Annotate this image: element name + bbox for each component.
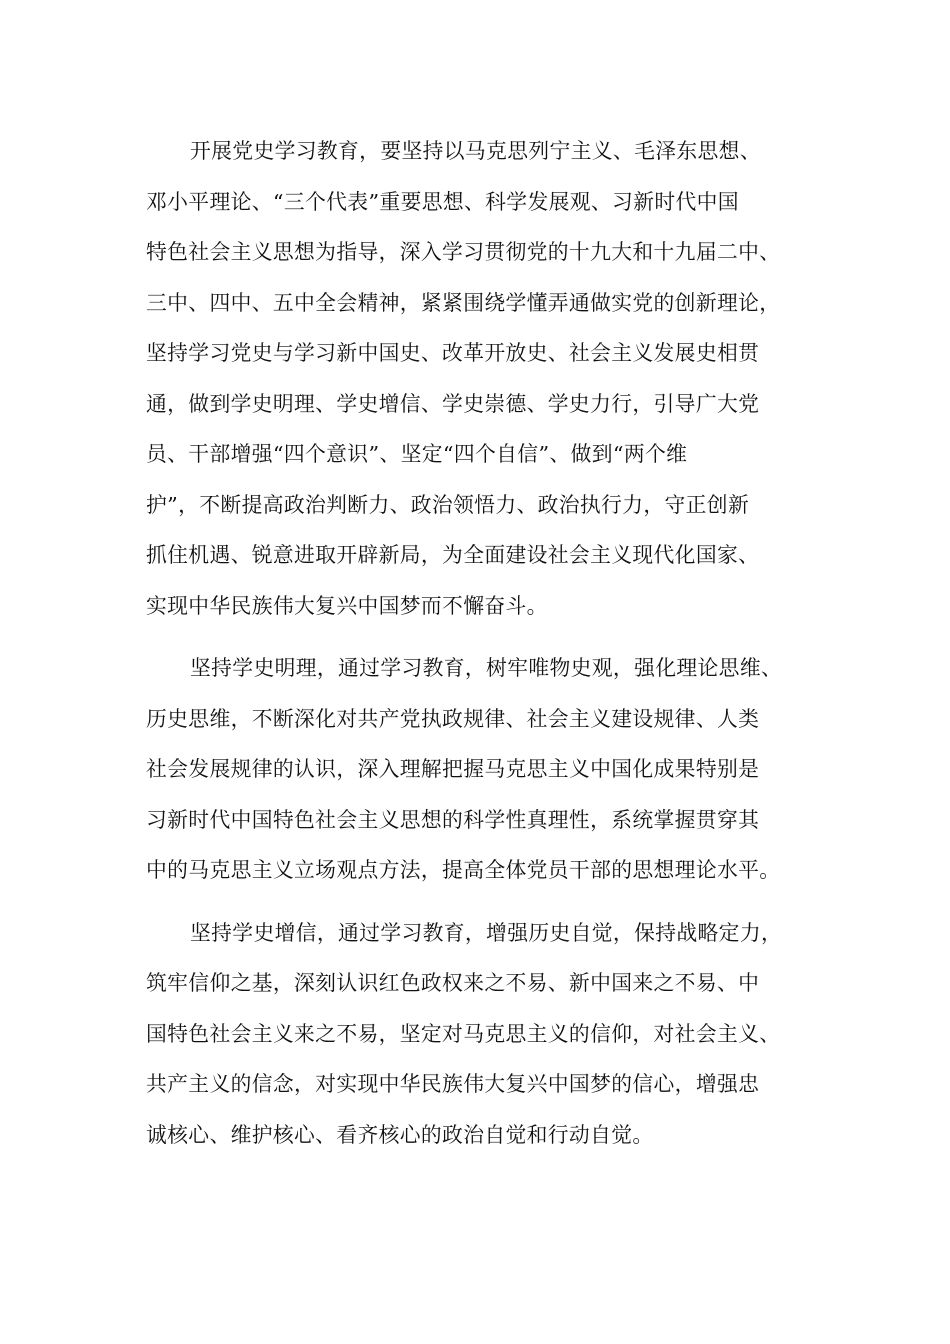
paragraph-2 [146,643,806,896]
paragraph-line: 实现中华民族伟大复兴中国梦而不懈奋斗。 [146,593,548,618]
paragraph-line: 共产主义的信念，对实现中华民族伟大复兴中国梦的信心，增强忠 [146,1072,760,1096]
paragraph-line: 护”，不断提高政治判断力、政治领悟力、政治执行力，守正创新 [146,492,750,517]
paragraph-line: 员、干部增强“四个意识”、坚定“四个自信”、做到“两个维 [146,442,688,466]
paragraph-line: 开展党史学习教育，要坚持以马克思列宁主义、毛泽东思想、 [190,139,761,163]
paragraph-line: 筑牢信仰之基，深刻认识红色政权来之不易、新中国来之不易、中 [146,971,760,995]
paragraph-1 [146,126,806,631]
paragraph-line: 坚持学史明理，通过学习教育，树牢唯物史观，强化理论思维、 [190,656,783,680]
paragraph-line: 邓小平理论、“三个代表”重要思想、科学发展观、习新时代中国 [146,189,739,214]
paragraph-line: 三中、四中、五中全会精神，紧紧围绕学懂弄通做实党的创新理论， [146,290,781,315]
paragraph-line: 历史思维，不断深化对共产党执政规律、社会主义建设规律、人类 [146,706,760,731]
paragraph-line: 诚核心、维护核心、看齐核心的政治自觉和行动自觉。 [146,1122,654,1147]
paragraph-line: 社会发展规律的认识，深入理解把握马克思主义中国化成果特别是 [146,757,760,781]
paragraph-line: 特色社会主义思想为指导，深入学习贯彻党的十九大和十九届二中、 [146,240,781,264]
paragraph-line: 习新时代中国特色社会主义思想的科学性真理性，系统掌握贯穿其 [146,807,760,832]
paragraph-line: 国特色社会主义来之不易，坚定对马克思主义的信仰，对社会主义、 [146,1021,781,1046]
paragraph-line: 通，做到学史明理、学史增信、学史崇德、学史力行，引导广大党 [146,391,760,416]
paragraph-line: 抓住机遇、锐意进取开辟新局，为全面建设社会主义现代化国家、 [146,543,760,567]
paragraph-line: 中的马克思主义立场观点方法，提高全体党员干部的思想理论水平。 [146,858,781,882]
paragraph-line: 坚持学习党史与学习新中国史、改革开放史、社会主义发展史相贯 [146,341,760,365]
paragraph-line: 坚持学史增信，通过学习教育，增强历史自觉，保持战略定力， [190,920,783,945]
document-body [146,126,806,1172]
paragraph-3 [146,908,806,1161]
